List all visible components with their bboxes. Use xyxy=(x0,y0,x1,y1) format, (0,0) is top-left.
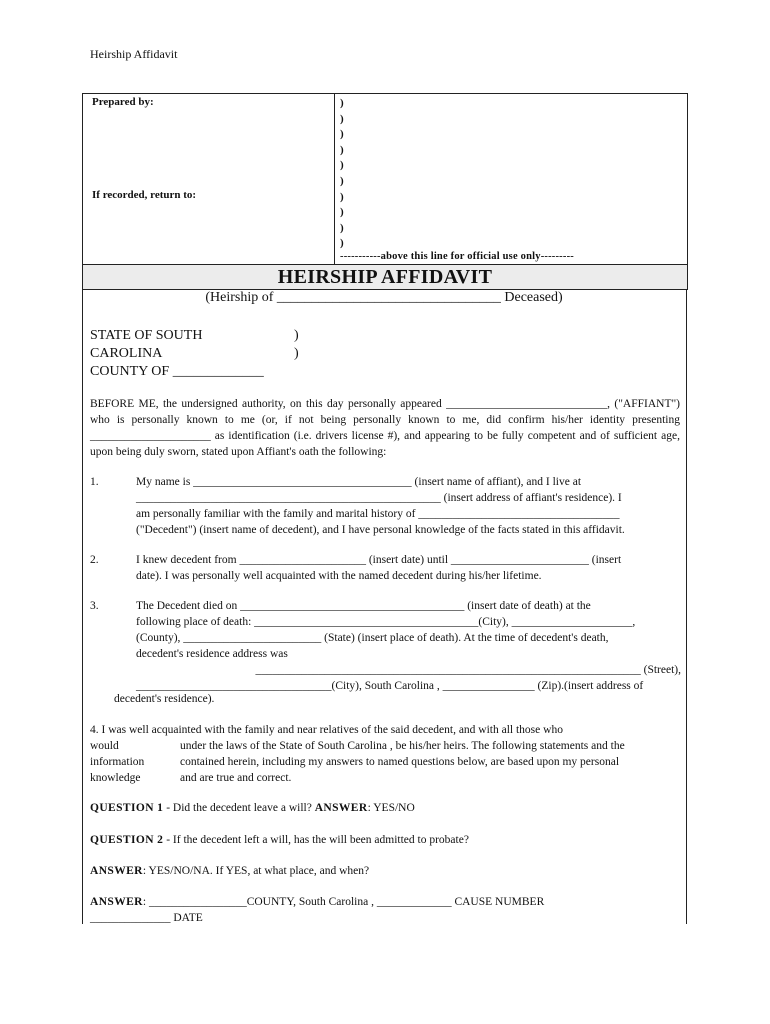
item-4 xyxy=(90,722,680,786)
title-band xyxy=(82,264,688,290)
paren: ) xyxy=(340,128,344,141)
paren: ) xyxy=(340,190,344,203)
item-4-row-left: information xyxy=(90,756,145,768)
probate-answer-line-2: ______________ DATE xyxy=(90,912,203,924)
answer-label: ANSWER xyxy=(314,802,368,814)
item-2-line: date). I was personally well acquainted with the named decedent during his/her lifetime. xyxy=(136,570,542,582)
item-3-line: The Decedent died on _______________________________________ (insert date of death) at the xyxy=(136,600,591,612)
frame-right-border xyxy=(686,289,687,924)
item-1 xyxy=(136,474,671,538)
question-2 xyxy=(90,832,469,848)
question-1 xyxy=(90,800,415,816)
frame-left-border xyxy=(82,289,83,924)
paren-column xyxy=(340,96,344,252)
answer-label: ANSWER xyxy=(90,896,143,908)
question-2-label: QUESTION 2 xyxy=(90,834,164,846)
item-1-line: am personally familiar with the family and marital history of ___________________________________ xyxy=(136,508,620,520)
paren: ) xyxy=(340,97,344,109)
item-4-intro: 4. I was well acquainted with the family and near relatives of the said decedent, and with all those who xyxy=(90,724,563,736)
item-number-3: 3. xyxy=(90,600,99,612)
item-4-row xyxy=(90,738,680,754)
official-use-line: -----------above this line for official use only--------- xyxy=(340,251,574,262)
question-1-label: QUESTION 1 xyxy=(90,802,164,814)
paren: ) xyxy=(294,328,299,343)
paren: ) xyxy=(340,206,344,219)
item-3-continuation: decedent's residence). xyxy=(114,693,215,705)
document-header-title: Heirship Affidavit xyxy=(90,47,178,61)
recording-box xyxy=(82,93,688,265)
state-parens xyxy=(294,327,299,363)
item-4-row xyxy=(90,770,680,786)
return-to-label: If recorded, return to: xyxy=(92,189,197,201)
probate-answer-line xyxy=(90,894,670,910)
question-1-answer: : YES/NO xyxy=(367,802,415,814)
item-4-row-right: under the laws of the State of South Carolina , be his/her heirs. The following statements and the xyxy=(180,740,625,752)
state-line-1: STATE OF SOUTH xyxy=(90,328,203,343)
question-2-text: - If the decedent left a will, has the will been admitted to probate? xyxy=(163,834,469,846)
probate-answer xyxy=(90,894,670,926)
item-3 xyxy=(136,598,681,694)
item-1-line: ("Decedent") (insert name of decedent), and I have personal knowledge of the facts stated in this affidavit. xyxy=(136,524,625,536)
question-2-answer xyxy=(90,863,369,879)
paren: ) xyxy=(340,143,344,156)
question-1-text: - Did the decedent leave a will? xyxy=(163,802,315,814)
prepared-by-label: Prepared by: xyxy=(92,96,154,108)
item-4-row-left: would xyxy=(90,740,119,752)
item-4-row-left: knowledge xyxy=(90,772,141,784)
state-county-block xyxy=(90,327,264,381)
item-number-2: 2. xyxy=(90,554,99,566)
state-line-2: CAROLINA xyxy=(90,346,163,361)
item-2 xyxy=(136,552,671,584)
item-4-row-right: and are true and correct. xyxy=(180,772,292,784)
answer-label: ANSWER xyxy=(90,865,143,877)
paren: ) xyxy=(340,112,344,125)
question-2-answer-text: : YES/NO/NA. If YES, at what place, and when? xyxy=(142,865,370,877)
paren: ) xyxy=(340,237,344,250)
item-1-line: My name is ______________________________________ (insert name of affiant), and I live at xyxy=(136,476,582,488)
item-3-line: ___________________________________________________________________ (Street), xyxy=(255,664,681,676)
item-3-line: following place of death: _______________________________________(City), _____________________, xyxy=(136,616,636,628)
county-line: COUNTY OF _____________ xyxy=(90,364,264,379)
item-3-line: decedent's residence address was xyxy=(136,648,288,660)
item-number-1: 1. xyxy=(90,476,99,488)
paren: ) xyxy=(340,159,344,172)
paren: ) xyxy=(340,221,344,234)
recording-box-divider xyxy=(334,93,335,264)
item-3-line: (County), ________________________ (State) (insert place of death). At the time of decedent's death, xyxy=(136,632,609,644)
item-1-line: _____________________________________________________ (insert address of affiant's residence). I xyxy=(136,492,622,504)
item-4-row xyxy=(90,754,680,770)
item-4-row-right: contained herein, including my answers to named questions below, are based upon my personal xyxy=(180,756,620,768)
item-3-line: __________________________________(City), South Carolina , ________________ (Zip).(insert address of xyxy=(136,680,644,692)
before-me-paragraph: BEFORE ME, the undersigned authority, on this day personally appeared ____________________________, ("AFFIANT") who is personally known to me (or, if not being personally known to me, did confirm his/her identity presenting _____________________ as identification (i.e. drivers license #), and appearing to be fully competent and of sufficient age, upon being duly sworn, stated upon Affiant's oath the following: xyxy=(90,398,680,458)
item-2-line: I knew decedent from ______________________ (insert date) until ________________________ (insert xyxy=(136,554,622,566)
paren: ) xyxy=(340,174,344,187)
paren: ) xyxy=(294,346,299,361)
heirship-of-line: (Heirship of ________________________________ Deceased) xyxy=(205,290,563,305)
probate-answer-text: : _________________COUNTY, South Carolina , _____________ CAUSE NUMBER xyxy=(142,896,545,908)
document-title: HEIRSHIP AFFIDAVIT xyxy=(277,266,493,288)
